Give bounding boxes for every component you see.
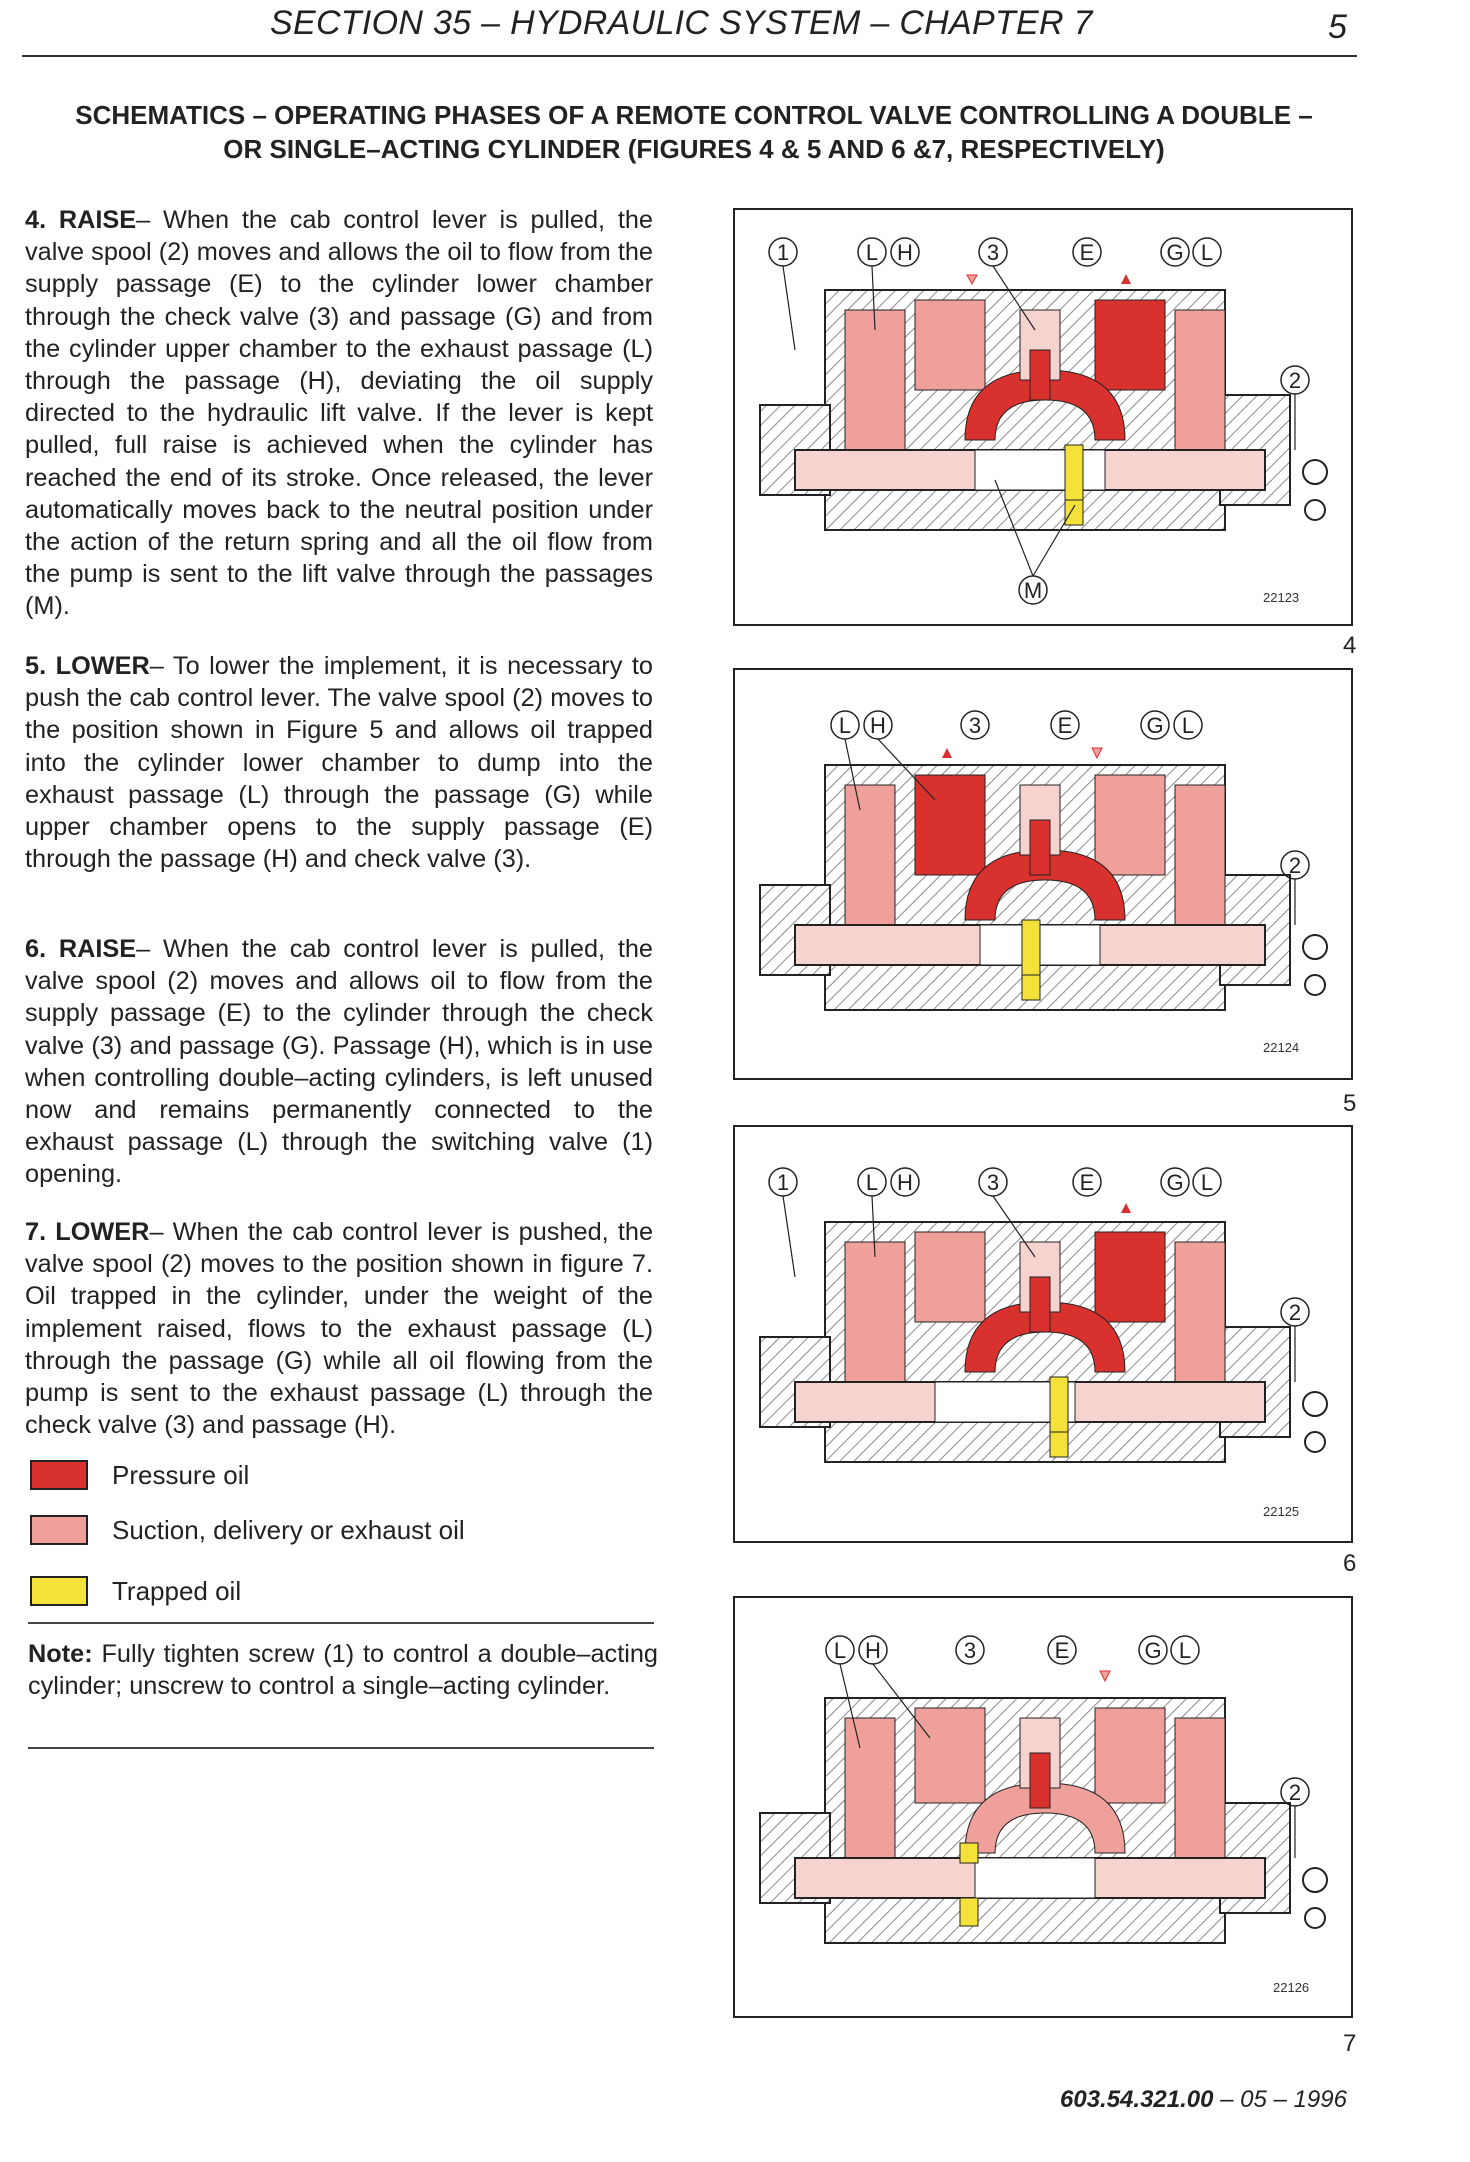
callout-label: 1 (776, 1170, 790, 1195)
callout-label: L (865, 240, 879, 265)
flow-arrow-icon (967, 275, 977, 284)
callout-label: 2 (1288, 1780, 1302, 1805)
callout-label: 2 (1288, 1300, 1302, 1325)
callout-label: H (865, 1638, 881, 1663)
document-footer (1060, 2086, 1347, 2114)
callout-label: M (1023, 578, 1043, 603)
figure-5 (733, 668, 1353, 1080)
callout-label: 2 (1288, 853, 1302, 878)
figure-number: 6 (1343, 1550, 1357, 1577)
callout-label: L (1200, 1170, 1214, 1195)
figure-code: 22125 (1263, 1504, 1300, 1519)
legend-swatch-low-pressure (30, 1515, 88, 1545)
figure-code: 22126 (1273, 1980, 1310, 1995)
figure-number: 5 (1343, 1090, 1357, 1117)
section-title (24, 98, 1364, 166)
callout-label: L (838, 713, 852, 738)
legend-label: Trapped oil (112, 1576, 242, 1606)
callout-label: 3 (963, 1638, 977, 1663)
paragraph-number: 7. (25, 1218, 47, 1246)
callout-label: 3 (968, 713, 982, 738)
paragraph-heading: LOWER (55, 1218, 150, 1246)
callout-label: E (1057, 713, 1073, 738)
note-divider-top (28, 1622, 654, 1624)
paragraph-heading: RAISE (58, 206, 137, 234)
footer-code: 603.54.321.00 (1060, 2086, 1214, 2113)
figure-7 (733, 1596, 1353, 2018)
paragraph-heading: RAISE (58, 935, 137, 963)
figure-6 (733, 1125, 1353, 1543)
figure-number: 4 (1343, 632, 1357, 659)
callout-label: E (1054, 1638, 1070, 1663)
section-header-title: SECTION 35 – HYDRAULIC SYSTEM – CHAPTER 7 (270, 4, 1093, 42)
figure-4 (733, 208, 1353, 626)
callout-label: L (1178, 1638, 1192, 1663)
legend-swatch-pressure (30, 1460, 88, 1490)
callout-label: L (1181, 713, 1195, 738)
paragraph-raise-single (25, 933, 653, 1191)
paragraph-text: – When the cab control lever is pulled, the valve spool (2) moves and allows the oil to flow from the supply passage (E) to the cylinder lower chamber through the check valve (3) and passage (G) and from the cylinder upper chamber to the exhaust passage (L) through the passage (H), deviating the oil supply directed to the hydraulic lift valve. If the lever is kept pulled, full raise is achieved when the cylinder has reached the end of its stroke. Once released, the lever automatically moves back to the neutral position under the action of the return spring and all the oil flow from the pump is sent to the lift valve through the passages (M). (25, 206, 653, 621)
note-divider-bottom (28, 1747, 654, 1749)
callout-label: L (833, 1638, 847, 1663)
section-title-line-2: OR SINGLE–ACTING CYLINDER (FIGURES 4 & 5 AND 6 &7, RESPECTIVELY) (223, 134, 1165, 164)
section-title-line-1: SCHEMATICS – OPERATING PHASES OF A REMOTE CONTROL VALVE CONTROLLING A DOUBLE – (75, 100, 1313, 130)
legend-label: Pressure oil (112, 1460, 250, 1490)
valve-schematic-figure-6 (735, 1127, 1351, 1541)
callout-label: H (870, 713, 886, 738)
flow-arrow-icon (1100, 1671, 1110, 1681)
legend-label: Suction, delivery or exhaust oil (112, 1515, 465, 1545)
callout-label: H (897, 1170, 913, 1195)
callout-label: 2 (1288, 368, 1302, 393)
callout-label: 3 (986, 1170, 1000, 1195)
valve-schematic-figure-7 (735, 1598, 1351, 2016)
callout-label: G (1144, 1638, 1162, 1663)
callout-label: 3 (986, 240, 1000, 265)
paragraph-lower-single (25, 1216, 653, 1441)
figure-code: 22123 (1263, 590, 1300, 605)
paragraph-lower-double (25, 650, 653, 875)
flow-arrow-icon (1121, 274, 1131, 284)
paragraph-heading: LOWER (55, 652, 150, 680)
valve-schematic-figure-5 (735, 670, 1351, 1078)
paragraph-number: 5. (25, 652, 47, 680)
paragraph-text: – When the cab control lever is pushed, the valve spool (2) moves to the position shown in figure 7. Oil trapped in the cylinder, under the weight of the implement raised, flows to the exhaust passage (L) through the passage (G) while all oil flowing from the pump is sent to the exhaust passage (L) through the check valve (3) and passage (H). (25, 1218, 654, 1440)
paragraph-text: – To lower the implement, it is necessary to push the cab control lever. The valve spool (2) moves to the position shown in Figure 5 and allows oil trapped into the cylinder lower chamber to dump into the exhaust passage (L) through the passage (G) while upper chamber opens to the supply passage (E) through the passage (H) and check valve (3). (25, 652, 653, 874)
legend-swatch-trapped (30, 1576, 88, 1606)
callout-label: L (865, 1170, 879, 1195)
flow-arrow-icon (942, 748, 952, 758)
figure-number: 7 (1343, 2030, 1357, 2057)
flow-arrow-icon (1121, 1203, 1131, 1213)
callout-label: E (1079, 1170, 1095, 1195)
callout-label: H (897, 240, 913, 265)
figure-code: 22124 (1263, 1040, 1300, 1055)
flow-arrow-icon (1092, 748, 1102, 758)
note-label: Note: (28, 1640, 93, 1668)
footer-date: – 05 – 1996 (1213, 2086, 1347, 2113)
callout-label: L (1200, 240, 1214, 265)
header-divider (22, 55, 1357, 57)
paragraph-number: 4. (25, 206, 47, 234)
callout-label: G (1146, 713, 1164, 738)
valve-schematic-figure-4 (735, 210, 1351, 624)
callout-label: E (1079, 240, 1095, 265)
paragraph-number: 6. (25, 935, 47, 963)
note-text: Fully tighten screw (1) to control a double–acting cylinder; unscrew to control a single–acting cylinder. (28, 1640, 658, 1700)
callout-label: G (1166, 1170, 1184, 1195)
paragraph-raise-double (25, 204, 653, 623)
callout-label: 1 (776, 240, 790, 265)
paragraph-text: – When the cab control lever is pulled, the valve spool (2) moves and allows oil to flow from the supply passage (E) to the cylinder through the check valve (3) and passage (G). Passage (H), which is in use when controlling double–acting cylinders, is left unused now and remains permanently connected to the exhaust passage (L) through the switching valve (1) opening. (25, 935, 653, 1189)
callout-label: G (1166, 240, 1184, 265)
note (28, 1638, 658, 1702)
page-number: 5 (1328, 8, 1347, 46)
